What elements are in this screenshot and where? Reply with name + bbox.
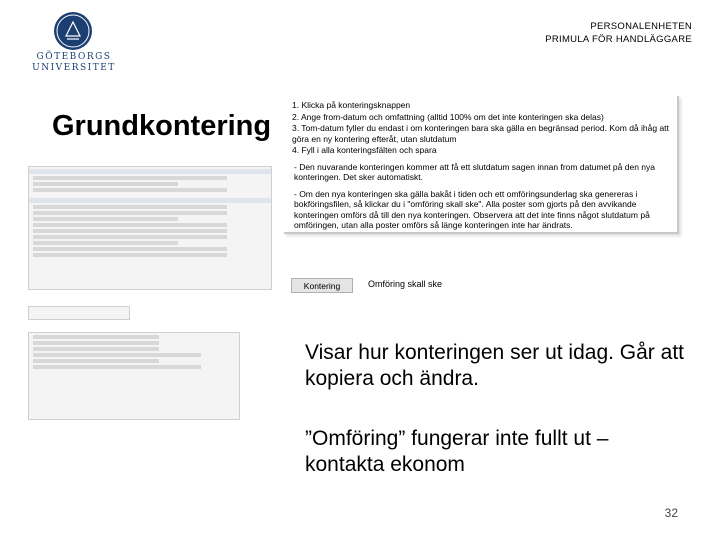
seal-icon xyxy=(54,12,92,50)
logo-line1: GÖTEBORGS xyxy=(36,52,112,62)
instruction-panel xyxy=(284,96,679,234)
screenshot-thumbnail-mid xyxy=(28,306,130,320)
description-text: Visar hur konteringen ser ut idag. Går att kopiera och ändra. xyxy=(305,341,684,390)
header-line2: PRIMULA FÖR HANDLÄGGARE xyxy=(545,34,692,45)
instruction-step-1: 1. Klicka på konteringsknappen xyxy=(292,100,411,110)
logo-text xyxy=(18,52,130,74)
page-number: 32 xyxy=(664,506,678,520)
page-title: Grundkontering xyxy=(52,110,272,142)
instruction-step-3: 3. Tom-datum fyller du endast i om konteringen bara ska gälla en begränsad period. Kom då ihåg att göra en ny kontering efteråt, utan slutdatum xyxy=(292,123,669,144)
warning-text: ”Omföring” fungerar inte fullt ut – kontakta ekonom xyxy=(305,427,609,476)
instruction-note-2: - Om den nya konteringen ska gälla bakåt i tiden och ett omföringsunderlag ska genereras i bokföringsfilen, så klickar du i "omföring skall ske". Alla poster som gjorts på den avvikande konteringen omförs då till den nya konteringen. Observera att det inte finns något slutdatum på omföringen, utan alla poster omförs så länge konteringen inte har ändrats. xyxy=(294,188,650,230)
instruction-step-4: 4. Fyll i alla konteringsfälten och spara xyxy=(292,145,437,155)
instruction-note-1: - Den nuvarande konteringen kommer att få ett slutdatum sagen innan from datumet på den nya konteringen. Det sker automatiskt. xyxy=(294,161,655,182)
header xyxy=(545,20,692,46)
header-line1: PERSONALENHETEN xyxy=(590,21,692,32)
logo-line2: UNIVERSITET xyxy=(32,63,116,73)
omforing-checkbox-label[interactable]: Omföring skall ske xyxy=(368,279,443,289)
kontering-button[interactable]: Kontering xyxy=(291,278,353,293)
screenshot-thumbnail-top xyxy=(28,166,272,290)
instruction-step-2: 2. Ange from-datum och omfattning (alltid 100% om det inte konteringen ska delas) xyxy=(292,111,604,122)
university-logo xyxy=(18,12,130,74)
screenshot-thumbnail-bottom xyxy=(28,332,240,420)
